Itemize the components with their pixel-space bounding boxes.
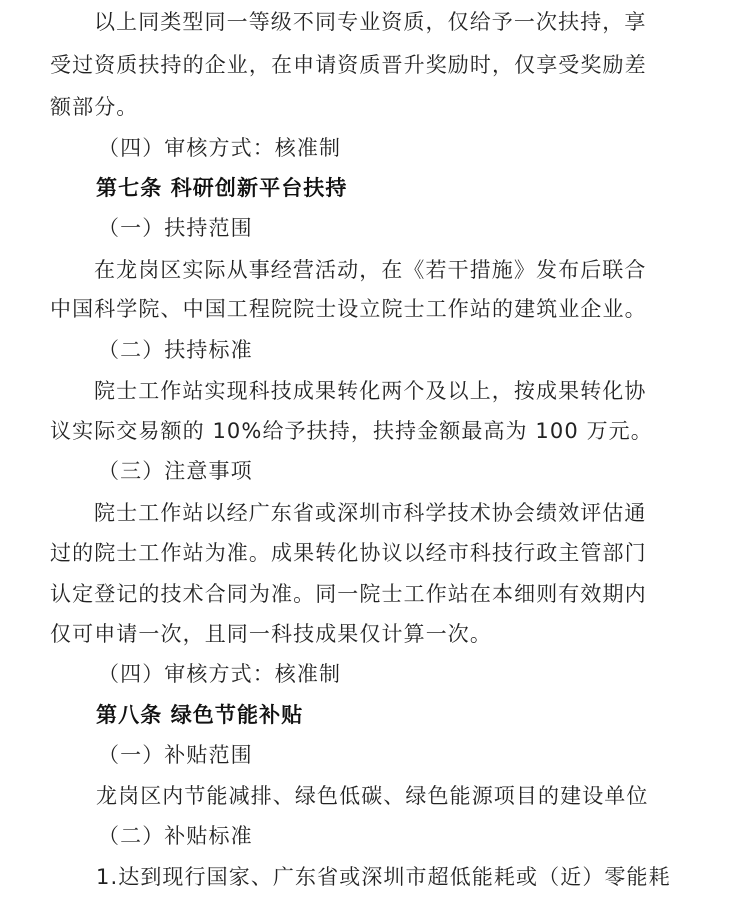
paragraph-line: 认定登记的技术合同为准。同一院士工作站在本细则有效期内 xyxy=(50,582,647,606)
subheading-scope: （一）补贴范围 xyxy=(98,743,253,767)
paragraph-line: 在龙岗区实际从事经营活动，在《若干措施》发布后联合 xyxy=(94,258,647,282)
paragraph-line: 额部分。 xyxy=(50,95,139,119)
paragraph-line: 中国科学院、中国工程院院士设立院士工作站的建筑业企业。 xyxy=(50,297,647,321)
paragraph-line: 受过资质扶持的企业，在申请资质晋升奖励时，仅享受奖励差 xyxy=(50,53,647,77)
paragraph-line: 过的院士工作站为准。成果转化协议以经市科技行政主管部门 xyxy=(50,541,647,565)
subheading-review-method: （四）审核方式：核准制 xyxy=(98,662,342,686)
article-heading-8: 第八条 绿色节能补贴 xyxy=(96,703,304,727)
article-heading-7: 第七条 科研创新平台扶持 xyxy=(96,176,348,200)
subheading-scope: （一）扶持范围 xyxy=(98,216,253,240)
paragraph-line: 1.达到现行国家、广东省或深圳市超低能耗或（近）零能耗 xyxy=(96,865,671,889)
paragraph-line: 议实际交易额的 10%给予扶持，扶持金额最高为 100 万元。 xyxy=(50,419,653,443)
paragraph-line: 院士工作站实现科技成果转化两个及以上，按成果转化协 xyxy=(94,379,647,403)
subheading-standard: （二）补贴标准 xyxy=(98,824,253,848)
paragraph-line: 龙岗区内节能减排、绿色低碳、绿色能源项目的建设单位 xyxy=(96,784,649,808)
paragraph-line: 院士工作站以经广东省或深圳市科学技术协会绩效评估通 xyxy=(94,501,647,525)
paragraph-line: 以上同类型同一等级不同专业资质，仅给予一次扶持，享 xyxy=(94,10,647,34)
subheading-standard: （二）扶持标准 xyxy=(98,338,253,362)
subheading-notes: （三）注意事项 xyxy=(98,459,253,483)
subheading-review-method: （四）审核方式：核准制 xyxy=(98,136,342,160)
paragraph-line: 仅可申请一次，且同一科技成果仅计算一次。 xyxy=(50,622,492,646)
